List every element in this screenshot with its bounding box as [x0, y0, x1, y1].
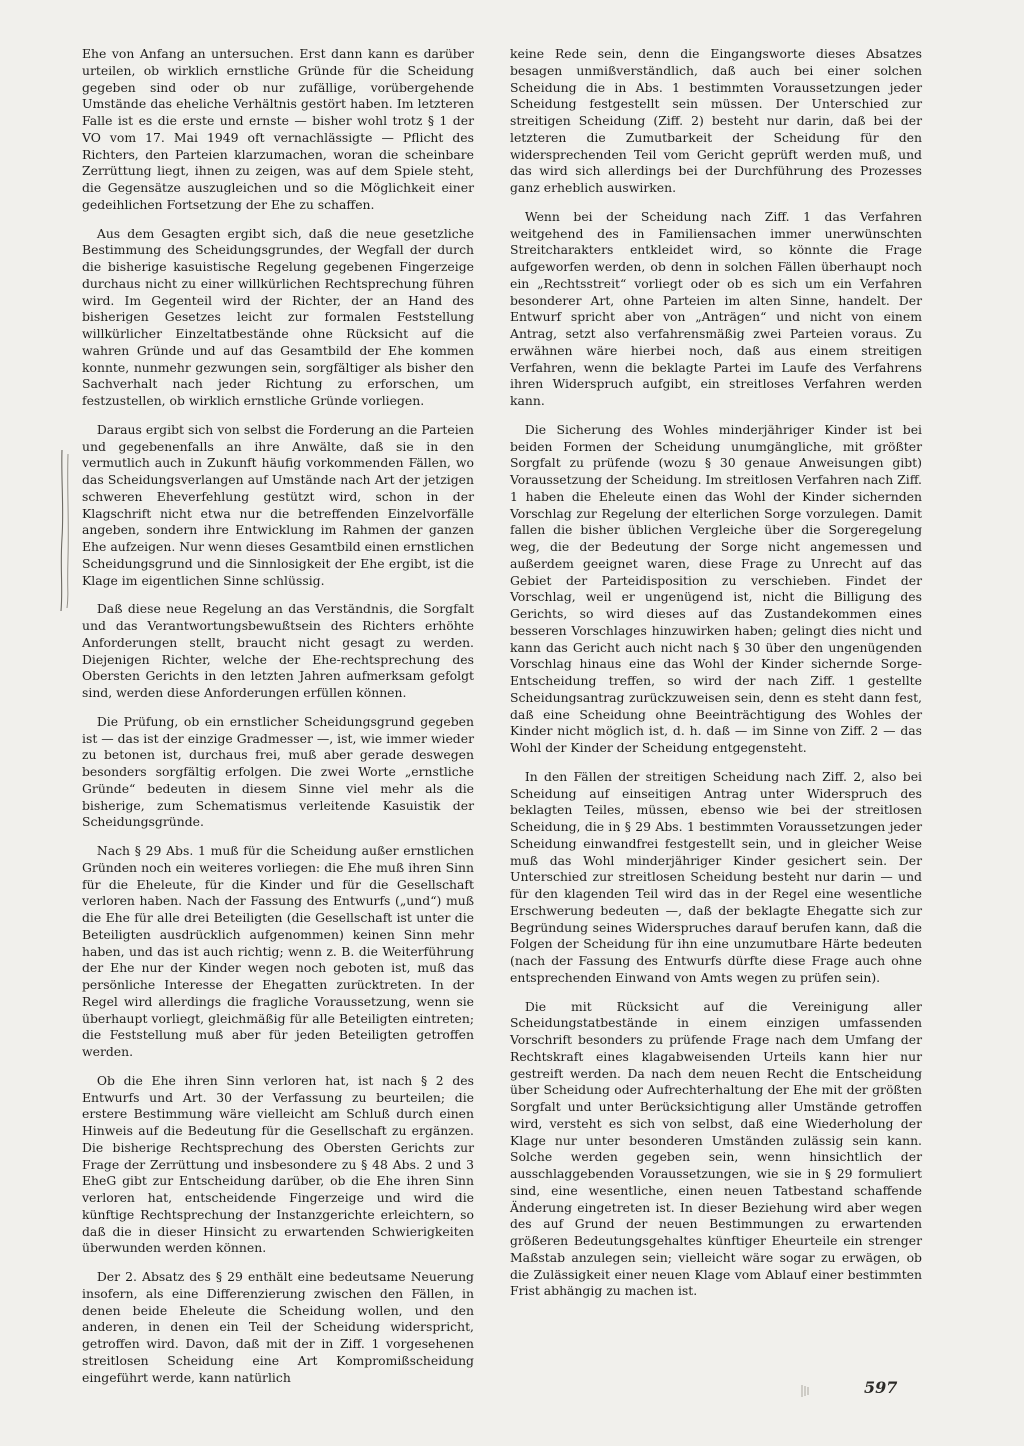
paragraph: Ehe von Anfang an untersuchen. Erst dann kann es darüber urteilen, ob wirklich ernstliche Gründe für die Scheidung gegeben sind oder ob nur zufällige, vorübergehende Umstände das eheliche Verhältnis gestört haben. Im letzteren Falle ist es die erste und ernste — bisher wohl trotz § 1 der VO vom 17. Mai 1949 oft vernachlässigte — Pflicht des Richters, den Parteien klarzumachen, woran die scheinbare Zerrüttung liegt, ihnen zu zeigen, was auf dem Spiele steht, die Gegensätze auszugleichen und so die Möglichkeit einer gedeihlichen Fortsetzung der Ehe zu schaffen.: [82, 46, 474, 212]
margin-pencil-mark: [58, 448, 72, 613]
paragraph: Daß diese neue Regelung an das Verständnis, die Sorgfalt und das Verantwortungsbewußtsein des Richters erhöhte Anforderungen stellt, braucht nicht gesagt zu werden. Diejenigen Richter, welche der Ehe-rechtsprechung des Obersten Gerichts in den letzten Jahren aufmerksam gefolgt sind, werden diese Anforderungen erfüllen können.: [82, 601, 474, 700]
right-text-column: [510, 46, 922, 1312]
paragraph: Wenn bei der Scheidung nach Ziff. 1 das Verfahren weitgehend des in Familiensachen immer unerwünschten Streitcharakters entkleidet wird, so könnte die Frage aufgeworfen werden, ob denn in solchen Fällen überhaupt noch ein „Rechtsstreit“ vorliegt oder ob es sich um ein Verfahren besonderer Art, ohne Parteien im alten Sinne, handelt. Der Entwurf spricht aber von „Anträgen“ und nicht von einem Antrag, setzt also verfahrensmäßig zwei Parteien voraus. Zu erwähnen wäre hierbei noch, daß aus einem streitigen Verfahren, wenn die beklagte Partei im Laufe des Verfahrens ihren Widerspruch aufgibt, ein streitloses Verfahren werden kann.: [510, 208, 922, 408]
paragraph: In den Fällen der streitigen Scheidung nach Ziff. 2, also bei Scheidung auf einseitigen Antrag unter Widerspruch des beklagten Teiles, müssen, ebenso wie bei der streitlosen Scheidung, die in § 29 Abs. 1 bestimmten Voraussetzungen jeder Scheidung einwandfrei festgestellt sein, und in gleicher Weise muß das Wohl minderjähriger Kinder gesichert sein. Der Unterschied zur streitlosen Scheidung besteht nur darin — und für den klagenden Teil wird das in der Regel eine wesentliche Erschwerung bedeuten —, daß der beklagte Ehegatte sich zur Begründung seines Widerspruches darauf berufen kann, daß die Folgen der Scheidung für ihn eine unzumutbare Härte bedeuten (nach der Fassung des Entwurfs dürfte diese Frage auch ohne entsprechenden Einwand von Amts wegen zu prüfen sein).: [510, 768, 922, 985]
paragraph: Die Prüfung, ob ein ernstlicher Scheidungsgrund gegeben ist — das ist der einzige Gradmesser —, ist, wie immer wieder zu betonen ist, durchaus frei, muß aber gerade deswegen besonders sorgfältig erfolgen. Die zwei Worte „ernstliche Gründe“ bedeuten in diesem Sinne viel mehr als die bisherige, zum Schematismus verleitende Kasuistik der Scheidungsgründe.: [82, 713, 474, 830]
paragraph: Die Sicherung des Wohles minderjähriger Kinder ist bei beiden Formen der Scheidung unumgängliche, mit größter Sorgfalt zu prüfende (wozu § 30 genaue Anweisungen gibt) Voraussetzung der Scheidung. Im streitlosen Verfahren nach Ziff. 1 haben die Eheleute einen das Wohl der Kinder sichernden Vorschlag zur Regelung der elterlichen Sorge vorzulegen. Damit fallen die bisher üblichen Vergleiche über die Sorgeregelung weg, die der Bedeutung der Sorge nicht angemessen und außerdem geeignet waren, diese Frage zu Unrecht auf das Gebiet der Parteidisposition zu verschieben. Findet der Vorschlag, weil er ungenügend ist, nicht die Billigung des Gerichts, so wird dieses auf das Zustandekommen eines besseren Vorschlages hinzuwirken haben; gelingt dies nicht und kann das Gericht auch nicht nach § 30 über den ungenügenden Vorschlag hinaus eine das Wohl der Kinder sichernde Sorge-Entscheidung treffen, so wird der nach Ziff. 1 gestellte Scheidungsantrag zurückzuweisen sein, denn es steht dann fest, daß eine Scheidung ohne Beeinträchtigung des Wohles der Kinder nicht möglich ist, d. h. daß — im Sinne von Ziff. 2 — das Wohl der Kinder der Scheidung entgegensteht.: [510, 421, 922, 755]
paragraph: Die mit Rücksicht auf die Vereinigung aller Scheidungstatbestände in einem einzigen umfassenden Vorschrift besonders zu prüfende Frage nach dem Umfang der Rechtskraft eines klagabweisenden Urteils kann hier nur gestreift werden. Da nach dem neuen Recht die Entscheidung über Scheidung oder Aufrechterhaltung der Ehe mit der größten Sorgfalt und unter Berücksichtigung aller Umstände getroffen wird, versteht es sich von selbst, daß eine Wiederholung der Klage nur unter besonderen Umständen zulässig sein kann. Solche werden gegeben sein, wenn hinsichtlich der ausschlaggebenden Voraussetzungen, wie sie in § 29 formuliert sind, eine wesentliche, einen neuen Tatbestand schaffende Änderung eingetreten ist. In dieser Beziehung wird aber wegen des auf Grund der neuen Bestimmungen zu erwartenden größeren Bedeutungsgehaltes künftiger Eheurteile ein strenger Maßstab anzulegen sein; vielleicht wäre sogar zu erwägen, ob die Zulässigkeit einer neuen Klage vom Ablauf einer bestimmten Frist abhängig zu machen ist.: [510, 998, 922, 1299]
page-number: 597: [864, 1378, 898, 1397]
paragraph: Aus dem Gesagten ergibt sich, daß die neue gesetzliche Bestimmung des Scheidungsgrundes, der Wegfall der durch die bisherige kasuistische Regelung gegebenen Fingerzeige durchaus nicht zu einer willkürlichen Rechtsprechung führen wird. Im Gegenteil wird der Richter, der an Hand des bisherigen Gesetzes leicht zur formalen Feststellung willkürlicher Einzeltatbestände ohne Rücksicht auf die wahren Gründe und auf das Gesamtbild der Ehe kommen konnte, nunmehr gezwungen sein, sorgfältiger als bisher den Sachverhalt nach jeder Richtung zu erforschen, um festzustellen, ob wirklich ernstliche Gründe vorliegen.: [82, 225, 474, 408]
left-text-column: [82, 46, 474, 1398]
paragraph: Ob die Ehe ihren Sinn verloren hat, ist nach § 2 des Entwurfs und Art. 30 der Verfassung zu beurteilen; die erstere Bestimmung wäre vielleicht am Schluß durch einen Hinweis auf die Bedeutung für die Gesellschaft zu ergänzen. Die bisherige Rechtsprechung des Obersten Gerichts zur Frage der Zerrüttung und insbesondere zu § 48 Abs. 2 und 3 EheG gibt zur Entscheidung darüber, ob die Ehe ihren Sinn verloren hat, entscheidende Fingerzeige und wird die künftige Rechtsprechung der Instanzgerichte erleichtern, so daß die in dieser Hinsicht zu erwartenden Schwierigkeiten überwunden werden können.: [82, 1072, 474, 1256]
paragraph: Daraus ergibt sich von selbst die Forderung an die Parteien und gegebenenfalls an ihre Anwälte, daß sie in den vermutlich auch in Zukunft häufig vorkommenden Fällen, wo das Scheidungsverlangen auf Umstände nach Art der jetzigen schweren Eheverfehlung gestützt wird, schon in der Klagschrift nicht etwa nur die betreffenden Einzelvorfälle angeben, sondern ihre Entwicklung im Rahmen der ganzen Ehe aufzeigen. Nur wenn dieses Gesamtbild einen ernstlichen Scheidungsgrund und die Sinnlosigkeit der Ehe ergibt, ist die Klage im eigentlichen Sinne schlüssig.: [82, 421, 474, 588]
paragraph: keine Rede sein, denn die Eingangsworte dieses Absatzes besagen unmißverständlich, daß auch bei einer solchen Scheidung die in Abs. 1 bestimmten Voraussetzungen jeder Scheidung festgestellt sein müssen. Der Unterschied zur streitigen Scheidung (Ziff. 2) besteht nur darin, daß bei der letzteren die Zumutbarkeit der Scheidung für den widersprechenden Teil vom Gericht geprüft werden muß, und das wird sich allerdings bei der Durchführung des Prozesses ganz erheblich auswirken.: [510, 46, 922, 195]
paragraph: Der 2. Absatz des § 29 enthält eine bedeutsame Neuerung insofern, als eine Differenzierung zwischen den Fällen, in denen beide Eheleute die Scheidung wollen, und den anderen, in denen ein Teil der Scheidung widerspricht, getroffen wird. Davon, daß mit der in Ziff. 1 vorgesehenen streitlosen Scheidung eine Art Kompromißscheidung eingeführt werde, kann natürlich: [82, 1269, 474, 1385]
paragraph: Nach § 29 Abs. 1 muß für die Scheidung außer ernstlichen Gründen noch ein weiteres vorliegen: die Ehe muß ihren Sinn für die Eheleute, für die Kinder und für die Gesellschaft verloren haben. Nach der Fassung des Entwurfs („und“) muß die Ehe für alle drei Beteiligten (die Gesellschaft ist unter die Beteiligten ausdrücklich aufgenommen) keinen Sinn mehr haben, und das ist auch richtig; wenn z. B. die Weiterführung der Ehe nur der Kinder wegen noch geboten ist, muß das persönliche Interesse der Ehegatten zurücktreten. In der Regel wird allerdings die fragliche Voraussetzung, wenn sie überhaupt vorliegt, gleichmäßig für alle Beteiligten eintreten; die Feststellung muß aber für jeden Beteiligten getroffen werden.: [82, 843, 474, 1059]
scan-artifact-mark: [800, 1384, 810, 1398]
